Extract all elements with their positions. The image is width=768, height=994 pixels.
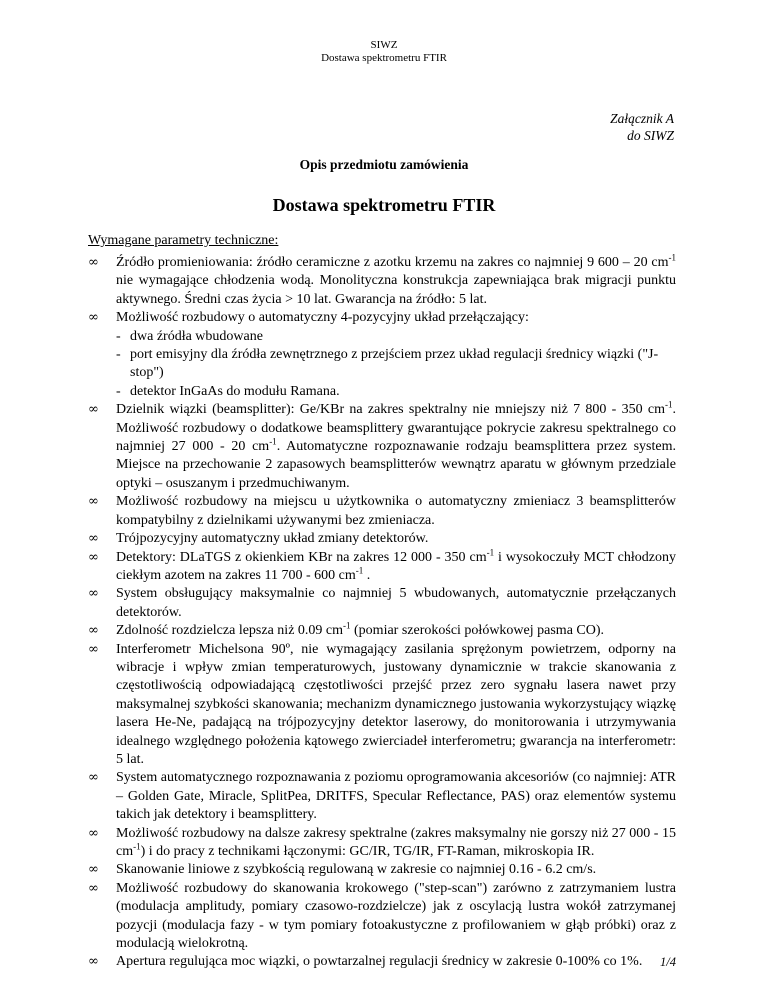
text-segment: Zdolność rozdzielcza lepsza niż 0.09 cm — [116, 623, 344, 639]
list-item-text — [116, 254, 676, 309]
text-segment: Możliwość rozbudowy o automatyczny 4-pozycyjny układ przełączający: — [116, 310, 529, 326]
list-item-text — [116, 622, 676, 640]
list-item-text — [116, 825, 676, 862]
superscript: -1 — [343, 620, 351, 631]
list-item — [88, 546, 676, 586]
sub-list — [116, 328, 676, 402]
list-item — [88, 585, 676, 622]
sub-list-item — [116, 383, 676, 401]
text-segment: nie wymagające chłodzenia wodą. Monolityczna konstrukcja zapewniająca brak migracji punktu aktywnego. Średni czas życia > 10 lat. Gwarancja na źródło: 5 lat. — [116, 273, 676, 307]
list-item-text — [116, 953, 676, 971]
dash-icon: - — [116, 328, 121, 344]
superscript: -1 — [486, 546, 495, 557]
list-item-text — [116, 861, 676, 879]
dash-icon: - — [116, 383, 121, 399]
list-item — [88, 530, 676, 548]
list-item-text — [116, 401, 676, 493]
bullet-icon: ∞ — [88, 402, 99, 418]
bullet-icon: ∞ — [88, 770, 99, 786]
dash-icon: - — [116, 347, 121, 363]
text-segment: Trójpozycyjny automatyczny układ zmiany detektorów. — [116, 531, 429, 547]
list-item — [88, 641, 676, 770]
list-item — [88, 825, 676, 862]
list-item — [88, 401, 676, 493]
list-item-text — [116, 530, 676, 548]
document-title: Dostawa spektrometru FTIR — [272, 195, 496, 215]
list-item — [88, 622, 676, 640]
list-item — [88, 769, 676, 824]
text-segment: (pomiar szerokości połówkowej pasma CO). — [350, 623, 605, 639]
list-item — [88, 493, 676, 530]
superscript: -1 — [665, 399, 673, 410]
annex-line-1: Załącznik A — [610, 111, 674, 126]
bullet-icon: ∞ — [88, 255, 99, 270]
sub-list-item-text: detektor InGaAs do modułu Ramana. — [130, 383, 340, 399]
bullet-icon: ∞ — [88, 825, 99, 841]
bullet-icon: ∞ — [88, 880, 99, 896]
superscript: -1 — [668, 252, 676, 263]
header-line-2: Dostawa spektrometru FTIR — [321, 52, 447, 64]
requirements-list — [88, 254, 676, 972]
bullet-icon: ∞ — [88, 310, 99, 326]
bullet-icon: ∞ — [88, 954, 99, 970]
list-item — [88, 880, 676, 954]
text-segment: Możliwość rozbudowy do skanowania krokowego ("step-scan") zarówno z zatrzymaniem lustra (modulacja amplitudy, pomiary czasowo-rozdzielcze) jak z oscylacją lustra wokół zatrzymanej pozycji (modulacja fazy - w tym pomiary fotoakustyczne z profilowaniem w głąb próbki) oraz z modulacją wielokrotną. — [116, 880, 676, 952]
page-header — [0, 39, 768, 65]
sub-list-item-text: port emisyjny dla źródła zewnętrznego z przejściem przez układ regulacji średnicy wiązki ("J-stop") — [130, 347, 659, 381]
bullet-icon: ∞ — [88, 586, 99, 602]
text-segment: Interferometr Michelsona 90º, nie wymagający zasilania sprężonym powietrzem, odporny na wibracje i wpływ zmian temperaturowych, justowany dynamicznie w trakcie skanowania z częstotliwością odpowiadającą częstotliwości przejść przez zero sygnału lasera nawet przy maksymalnej szybkości skanowania; mechanizm dynamicznego justowania wykorzystujący wiązkę lasera He-Ne, padającą na trójpozycyjny detektor laserowy, do monitorowania i utrzymywania idealnego względnego położenia kątowego zwierciadeł interferometru; gwarancja na interferometr: 5 lat. — [116, 641, 676, 767]
document-subtitle: Opis przedmiotu zamówienia — [299, 157, 469, 172]
list-item-text — [116, 546, 676, 586]
text-segment: . Możliwość rozbudowy o dodatkowe beamsplittery gwarantujące pokrycie zakresu spektralnego co najmniej 27 000 - 20 cm — [116, 402, 676, 455]
superscript: -1 — [355, 565, 364, 576]
superscript: -1 — [133, 841, 141, 852]
text-segment: System automatycznego rozpoznawania z poziomu oprogramowania akcesoriów (co najmniej: ATR – Golden Gate, Miracle, SplitPea, DRITFS, Specular Reflectance, PAS) oraz elementów systemu takich jak detektory i beamsplittery. — [116, 770, 676, 823]
list-item — [88, 953, 676, 971]
list-item-text — [116, 493, 676, 530]
bullet-icon: ∞ — [88, 862, 99, 878]
list-item-text — [116, 769, 676, 824]
list-item-text — [116, 880, 676, 954]
text-segment: Apertura regulująca moc wiązki, o powtarzalnej regulacji średnicy w zakresie 0-100% co 1%. — [116, 954, 643, 970]
bullet-icon: ∞ — [88, 494, 99, 510]
list-item — [88, 309, 676, 401]
text-segment: Detektory: DLaTGS z okienkiem KBr na zakres 12 000 - 350 cm — [116, 549, 487, 565]
annex-line-2: do SIWZ — [627, 128, 674, 143]
text-segment: Możliwość rozbudowy na dalsze zakresy spektralne (zakres maksymalny nie gorszy niż 27 000 - 15 cm — [116, 825, 676, 859]
bullet-icon: ∞ — [88, 623, 99, 639]
bullet-icon: ∞ — [88, 641, 99, 657]
text-segment: Skanowanie liniowe z szybkością regulowaną w zakresie co najmniej 0.16 - 6.2 cm/s. — [116, 862, 597, 878]
text-segment: Możliwość rozbudowy na miejscu u użytkownika o automatyczny zmieniacz 3 beamsplitterów kompatybilny z dzielnikami używanymi bez zmieniacza. — [116, 494, 676, 528]
text-segment: i wysokoczuły MCT chłodzony ciekłym azotem na zakres 11 700 - 600 cm — [116, 549, 676, 583]
list-item — [88, 861, 676, 879]
sub-list-item — [116, 346, 676, 383]
bullet-icon: ∞ — [88, 549, 99, 565]
text-segment: Dzielnik wiązki (beamsplitter): Ge/KBr na zakres spektralny nie mniejszy niż 7 800 - 350 cm — [116, 402, 665, 418]
superscript: -1 — [269, 436, 277, 447]
header-line-1: SIWZ — [370, 39, 398, 51]
requirements-heading: Wymagane parametry techniczne: — [88, 233, 279, 248]
text-segment: Źródło promieniowania: źródło ceramiczne z azotku krzemu na zakres co najmniej 9 600 – 20 cm — [116, 255, 669, 270]
list-item-text — [116, 585, 676, 622]
sub-list-item — [116, 328, 676, 346]
sub-list-item-text: dwa źródła wbudowane — [130, 328, 263, 344]
text-segment: . — [363, 567, 371, 583]
page-number: 1/4 — [660, 955, 676, 969]
list-item-text — [116, 641, 676, 770]
bullet-icon: ∞ — [88, 531, 99, 547]
annex-label — [610, 110, 674, 144]
text-segment: . Automatyczne rozpoznawanie rodzaju beamsplittera przez system. Miejsce na przechowanie 2 zapasowych beamsplitterów wewnątrz aparatu w głównym przedziale optyki – osuszanym i przedmuchiwanym. — [116, 439, 676, 491]
text-segment: System obsługujący maksymalnie co najmniej 5 wbudowanych, automatycznie przełączanych detektorów. — [116, 586, 676, 620]
list-item-text — [116, 309, 676, 327]
text-segment: ) i do pracy z technikami łączonymi: GC/IR, TG/IR, FT-Raman, mikroskopia IR. — [140, 844, 595, 859]
list-item — [88, 254, 676, 309]
